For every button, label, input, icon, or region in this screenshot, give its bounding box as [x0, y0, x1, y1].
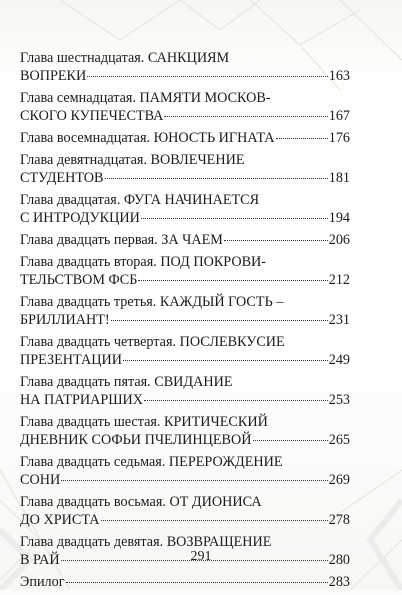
toc-entry-title: Глава двадцатая. ФУГА НАЧИНАЕТСЯ — [20, 192, 260, 208]
toc-page-number: 212 — [328, 272, 350, 288]
toc-entry-line — [20, 413, 350, 431]
toc-entry-title: ДНЕВНИК СОФЬИ ПЧЕЛИНЦЕВОЙ — [20, 432, 252, 448]
toc-entry-title: ТЕЛЬСТВОМ ФСБ — [20, 272, 138, 288]
toc-entry-line — [20, 391, 350, 409]
toc-entry-line — [20, 231, 350, 249]
toc-entry-title: ДО ХРИСТА — [20, 512, 100, 528]
toc-entry-line — [20, 573, 350, 591]
toc-entry-title: Глава двадцать первая. ЗА ЧАЕМ — [20, 232, 223, 248]
toc-entry-line — [20, 471, 350, 489]
toc-entry-line — [20, 67, 350, 85]
toc-entry — [20, 333, 350, 369]
toc-entry-title: СТУДЕНТОВ — [20, 170, 104, 186]
toc-entry-line — [20, 209, 350, 227]
toc-entry-line — [20, 107, 350, 125]
toc-entry-line — [20, 511, 350, 529]
toc-page-number: 231 — [328, 312, 350, 328]
toc-entry-line — [20, 293, 350, 311]
toc-entry-title: Глава восемнадцатая. ЮНОСТЬ ИГНАТА — [20, 130, 275, 146]
dot-leader — [123, 360, 328, 361]
toc-entry-line — [20, 191, 350, 209]
toc-entry-line — [20, 89, 350, 107]
toc-entry-title: НА ПАТРИАРШИХ — [20, 392, 144, 408]
toc-entry — [20, 151, 350, 187]
toc-page-number: 206 — [328, 232, 350, 248]
toc-entry-line — [20, 453, 350, 471]
dot-leader — [141, 218, 328, 219]
dot-leader — [87, 76, 327, 77]
toc-page-number: 269 — [328, 472, 350, 488]
toc-page-number: 163 — [328, 68, 350, 84]
toc-entry-line — [20, 151, 350, 169]
toc-page-number: 176 — [328, 130, 350, 146]
toc-entry — [20, 573, 350, 591]
toc-entry-title: Глава девятнадцатая. ВОВЛЕЧЕНИЕ — [20, 152, 245, 168]
toc-entry-line — [20, 373, 350, 391]
toc-entry-line — [20, 333, 350, 351]
toc-page-number: 280 — [328, 552, 350, 568]
toc-entry — [20, 253, 350, 289]
toc-entry — [20, 129, 350, 147]
toc-entry-title: Глава двадцать четвертая. ПОСЛЕВКУСИЕ — [20, 334, 285, 350]
toc-entry-line — [20, 311, 350, 329]
toc-entry-line — [20, 253, 350, 271]
table-of-contents — [20, 49, 350, 595]
toc-page-number: 167 — [328, 108, 350, 124]
toc-entry-title: Глава двадцать седьмая. ПЕРЕРОЖДЕНИЕ — [20, 454, 283, 470]
dot-leader — [111, 320, 328, 321]
toc-entry-title: В РАЙ — [20, 552, 60, 568]
toc-entry-title: Глава двадцать пятая. СВИДАНИЕ — [20, 374, 233, 390]
dot-leader — [253, 440, 328, 441]
toc-entry-title: СКОГО КУПЕЧЕСТВА — [20, 108, 164, 124]
dot-leader — [276, 138, 328, 139]
toc-entry — [20, 493, 350, 529]
dot-leader — [224, 240, 328, 241]
dot-leader — [61, 480, 328, 481]
toc-entry-title: СОНИ — [20, 472, 61, 488]
toc-page-number: 265 — [328, 432, 350, 448]
dot-leader — [144, 400, 328, 401]
toc-entry — [20, 191, 350, 227]
toc-entry-title: Глава двадцать шестая. КРИТИЧЕСКИЙ — [20, 414, 268, 430]
toc-entry-line — [20, 271, 350, 289]
toc-entry-title: С ИНТРОДУКЦИИ — [20, 210, 140, 226]
toc-entry-title: Глава двадцать третья. КАЖДЫЙ ГОСТЬ – — [20, 294, 284, 310]
toc-entry-title: Глава двадцать восьмая. ОТ ДИОНИСА — [20, 494, 262, 510]
toc-page-number: 181 — [328, 170, 350, 186]
toc-page-number: 278 — [328, 512, 350, 528]
toc-entry-line — [20, 351, 350, 369]
toc-entry-title: Глава семнадцатая. ПАМЯТИ МОСКОВ- — [20, 90, 271, 106]
toc-entry-line — [20, 431, 350, 449]
dot-leader — [105, 178, 328, 179]
toc-entry-line — [20, 169, 350, 187]
toc-entry — [20, 413, 350, 449]
toc-entry-title: Глава двадцать девятая. ВОЗВРАЩЕНИЕ — [20, 534, 272, 550]
toc-entry — [20, 49, 350, 85]
page-number: 291 — [190, 549, 212, 564]
toc-page-number: 283 — [328, 574, 350, 590]
toc-entry — [20, 89, 350, 125]
toc-page-number: 249 — [328, 352, 350, 368]
toc-page-number: 194 — [328, 210, 350, 226]
toc-page-number: 253 — [328, 392, 350, 408]
dot-leader — [66, 582, 328, 583]
toc-entry-title: Глава шестнадцатая. САНКЦИЯМ — [20, 50, 230, 66]
toc-entry — [20, 453, 350, 489]
toc-entry-title: Глава двадцать вторая. ПОД ПОКРОВИ- — [20, 254, 267, 270]
toc-entry — [20, 231, 350, 249]
dot-leader — [164, 116, 327, 117]
dot-leader — [101, 520, 328, 521]
toc-entry — [20, 293, 350, 329]
toc-entry-line — [20, 129, 350, 147]
toc-entry-line — [20, 49, 350, 67]
toc-entry-title: БРИЛЛИАНТ! — [20, 312, 110, 328]
toc-entry-line — [20, 493, 350, 511]
toc-entry-title: Эпилог — [20, 574, 65, 590]
toc-entry-title: ВОПРЕКИ — [20, 68, 87, 84]
toc-entry-title: ПРЕЗЕНТАЦИИ — [20, 352, 122, 368]
dot-leader — [138, 280, 327, 281]
toc-entry — [20, 373, 350, 409]
